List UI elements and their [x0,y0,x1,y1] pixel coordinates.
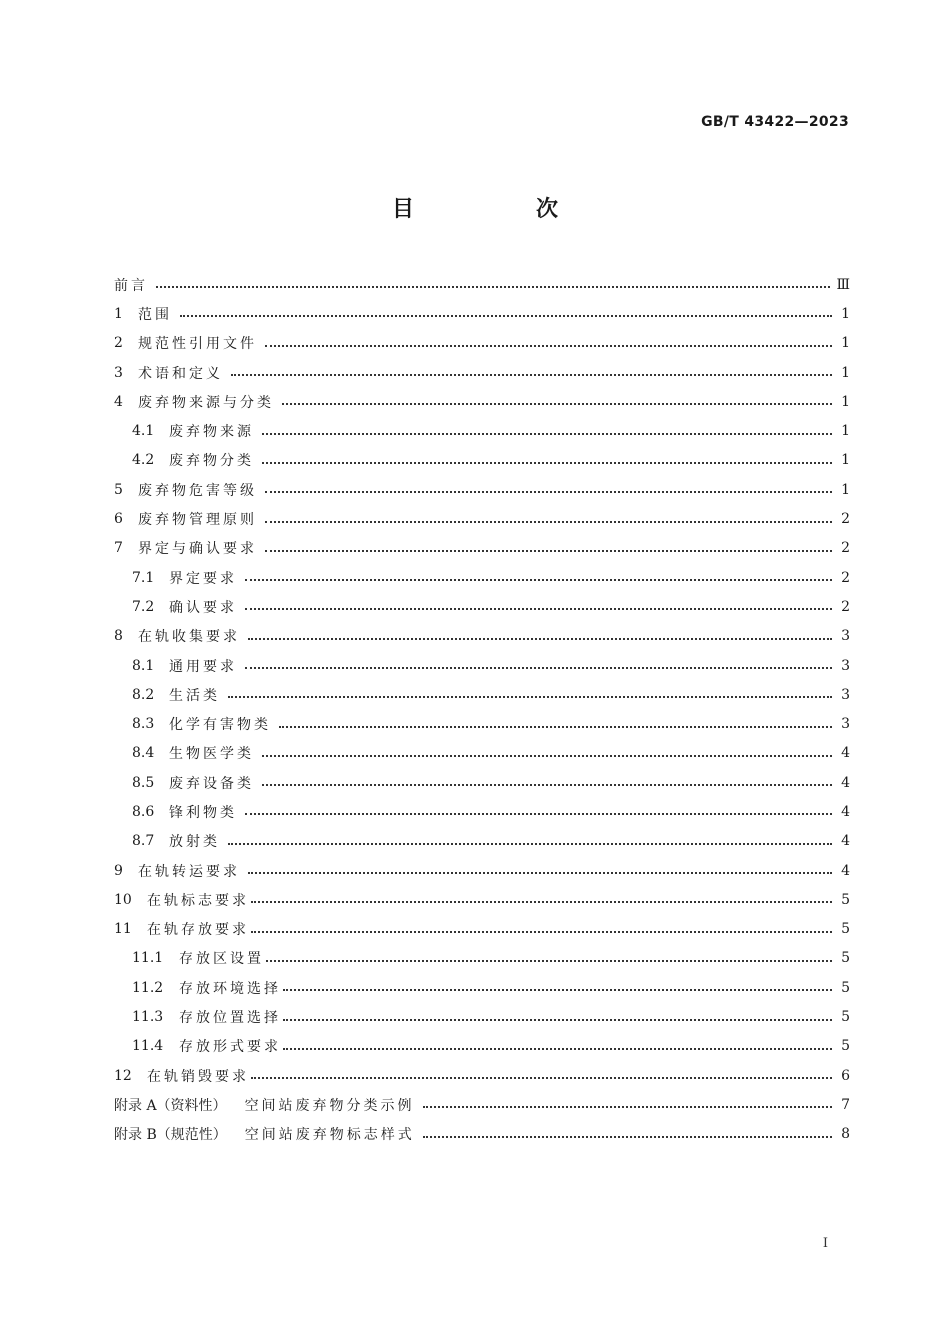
toc-entry-4[interactable] [114,387,850,416]
toc-label: 在轨标志要求 [147,892,249,909]
toc-page: 2 [841,540,850,557]
toc-label: 在轨收集要求 [138,629,240,646]
toc-label: 废弃物管理原则 [138,512,257,529]
toc-entry-appendix-a[interactable] [114,1090,850,1119]
toc-leader [251,930,832,933]
toc-label: 存放位置选择 [179,1010,281,1027]
toc-number: 9 [114,862,123,879]
toc-entry-11-3[interactable] [114,1002,850,1031]
toc-page: 2 [841,598,850,615]
toc-leader [228,842,832,845]
toc-leader [265,520,832,523]
toc-entry-8-4[interactable] [114,739,850,768]
toc-number: 11.2 [132,979,164,996]
toc-label: 范围 [138,306,172,323]
toc-number: 4.1 [132,423,155,440]
toc-leader [180,314,832,317]
toc-leader [279,725,832,728]
toc-page: 4 [841,833,850,850]
toc-number: 7.1 [132,569,155,586]
toc-label: 放射类 [169,834,220,851]
toc-entry-7-2[interactable] [114,592,850,621]
toc-entry-1[interactable] [114,299,850,328]
toc-entry-8-6[interactable] [114,797,850,826]
toc-entry-11[interactable] [114,915,850,944]
toc-entry-11-1[interactable] [114,944,850,973]
toc-number: 5 [114,481,123,498]
toc-label: 前言 [114,277,148,294]
toc-page: 5 [841,979,850,996]
toc-label: 通用要求 [169,658,237,675]
standard-code: GB/T 43422—2023 [701,114,849,130]
toc-page: 1 [841,423,850,440]
toc-leader [251,1076,832,1079]
toc-page: 1 [841,364,850,381]
toc-label: 存放环境选择 [179,980,281,997]
toc-leader [251,900,832,903]
toc-number: 11 [114,921,132,938]
toc-entry-6[interactable] [114,504,850,533]
toc-number: 8.6 [132,803,155,820]
toc-entry-2[interactable] [114,329,850,358]
toc-label: 生物医学类 [169,746,254,763]
toc-entry-10[interactable] [114,885,850,914]
toc-page: 5 [841,1009,850,1026]
toc-label: 生活类 [169,687,220,704]
toc-leader [262,783,832,786]
toc-page: 4 [841,745,850,762]
page-folio: Ⅰ [822,1236,828,1251]
toc-number: 6 [114,511,123,528]
toc-page: 3 [841,628,850,645]
toc-entry-7-1[interactable] [114,563,850,592]
toc-number: 7.2 [132,598,155,615]
toc-label: 在轨销毁要求 [147,1068,249,1085]
toc-number: 3 [114,364,123,381]
toc-entry-11-2[interactable] [114,973,850,1002]
toc-label: 在轨存放要求 [147,922,249,939]
toc-label: 废弃物来源与分类 [138,394,274,411]
toc-leader [245,607,832,610]
toc-page: 5 [841,1038,850,1055]
toc-leader [248,637,832,640]
toc-label: 空间站废弃物分类示例 [244,1097,415,1114]
toc-entry-3[interactable] [114,358,850,387]
toc-label: 存放区设置 [179,951,264,968]
toc-number: 8 [114,628,123,645]
toc-page: 1 [841,305,850,322]
toc-leader [282,402,832,405]
toc-leader [265,549,832,552]
toc-entry-4-2[interactable] [114,446,850,475]
toc-entry-7[interactable] [114,534,850,563]
toc-page: 3 [841,657,850,674]
toc-entry-12[interactable] [114,1061,850,1090]
toc-leader [262,432,832,435]
toc-page: 6 [841,1067,850,1084]
toc-number: 12 [114,1067,132,1084]
toc-label: 存放形式要求 [179,1039,281,1056]
toc-label: 废弃物来源 [169,424,254,441]
toc-page: 1 [841,393,850,410]
toc-page: 1 [841,335,850,352]
toc-number: 8.2 [132,686,155,703]
toc-entry-11-4[interactable] [114,1032,850,1061]
toc-leader [228,695,832,698]
toc-page: 1 [841,452,850,469]
toc-entry-8-3[interactable] [114,709,850,738]
toc-leader [245,666,832,669]
toc-leader [248,871,832,874]
toc-page: 5 [841,921,850,938]
toc-number: 8.7 [132,833,155,850]
toc-page: 5 [841,891,850,908]
toc-entry-8-5[interactable] [114,768,850,797]
toc-page: 1 [841,481,850,498]
toc-page: 5 [841,950,850,967]
toc-leader [266,959,832,962]
toc-label: 确认要求 [169,599,237,616]
toc-leader [156,285,830,288]
toc-label: 规范性引用文件 [138,336,257,353]
toc-label: 化学有害物类 [169,717,271,734]
toc-leader [265,490,832,493]
toc-leader [231,373,832,376]
toc-label: 锋利物类 [169,804,237,821]
toc-leader [283,1018,832,1021]
toc-number: 8.4 [132,745,155,762]
toc-label: 术语和定义 [138,365,223,382]
toc-page: 7 [841,1096,850,1113]
toc-number: 8.1 [132,657,155,674]
toc-number: 10 [114,891,132,908]
toc-entry-5[interactable] [114,475,850,504]
toc-number: 7 [114,540,123,557]
page-title: 目 次 [391,197,608,222]
toc-page: 3 [841,716,850,733]
toc-number: 4 [114,393,123,410]
toc-leader [423,1135,832,1138]
toc-page: 4 [841,862,850,879]
toc-page: 3 [841,686,850,703]
toc-number: 8.3 [132,716,155,733]
toc-number: 11.4 [132,1038,164,1055]
toc-entry-8[interactable] [114,622,850,651]
toc-page: Ⅲ [836,276,850,293]
toc-label: 废弃物分类 [169,453,254,470]
toc-leader [262,754,832,757]
toc-label: 界定要求 [169,570,237,587]
toc-number: 11.3 [132,1009,164,1026]
toc-entry-foreword[interactable] [114,270,850,299]
toc-leader [265,344,832,347]
toc-entry-8-2[interactable] [114,680,850,709]
toc-entry-4-1[interactable] [114,416,850,445]
toc-entry-8-7[interactable] [114,827,850,856]
toc-number: 附录 A（资料性） [114,1097,227,1114]
toc-number: 4.2 [132,452,155,469]
toc-label: 废弃物危害等级 [138,482,257,499]
toc-label: 在轨转运要求 [138,863,240,880]
toc-leader [245,578,832,581]
toc-page: 4 [841,774,850,791]
toc-entry-8-1[interactable] [114,651,850,680]
toc-page: 4 [841,803,850,820]
toc-page: 8 [841,1126,850,1143]
toc-leader [262,461,832,464]
toc-entry-9[interactable] [114,856,850,885]
toc-page: 2 [841,569,850,586]
toc-number: 2 [114,335,123,352]
toc-number: 8.5 [132,774,155,791]
toc-number: 1 [114,305,123,322]
toc-leader [423,1105,832,1108]
toc-page: 2 [841,511,850,528]
toc-label: 界定与确认要求 [138,541,257,558]
toc-number: 附录 B（规范性） [114,1127,227,1144]
toc-label: 废弃设备类 [169,775,254,792]
toc-label: 空间站废弃物标志样式 [244,1127,415,1144]
toc-entry-appendix-b[interactable] [114,1120,850,1149]
toc-leader [245,812,832,815]
toc-leader [283,988,832,991]
table-of-contents [114,270,850,1149]
toc-number: 11.1 [132,950,164,967]
toc-leader [283,1047,832,1050]
